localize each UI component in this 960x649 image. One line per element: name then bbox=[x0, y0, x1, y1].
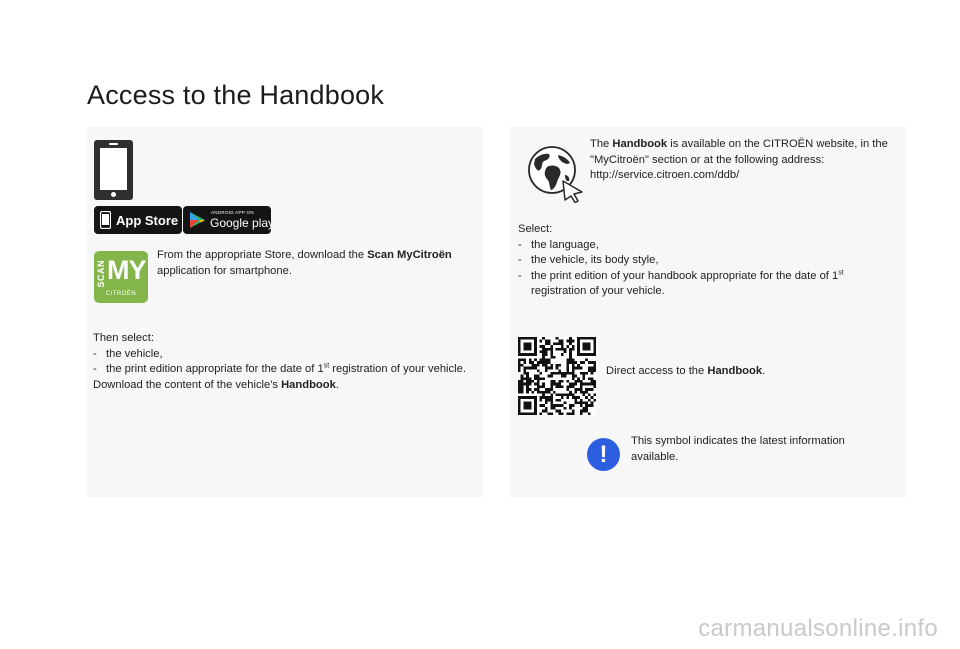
google-play-icon bbox=[189, 211, 206, 229]
handbook-url[interactable]: http://service.citroen.com/ddb/ bbox=[590, 169, 740, 181]
right-select-block bbox=[518, 222, 900, 300]
info-icon: ! bbox=[587, 438, 620, 471]
info-text: This symbol indicates the latest information available. bbox=[631, 435, 845, 463]
direct-access-text: Direct access to the Handbook. bbox=[606, 365, 766, 377]
google-play-label: Google play bbox=[210, 216, 275, 230]
qr-code-icon[interactable] bbox=[518, 337, 596, 415]
globe-cursor-icon bbox=[527, 145, 585, 203]
page-title: Access to the Handbook bbox=[87, 80, 385, 110]
download-app-text: From the appropriate Store, download the Scan MyCitroën application for smartphone. bbox=[157, 249, 452, 277]
list-item: - the vehicle, its body style, bbox=[518, 253, 900, 269]
handbook-intro-text: The Handbook is available on the CITROËN website, in the "MyCitroën" section or at the following address: http://service.citroen.com/ddb/ bbox=[590, 138, 888, 181]
list-item: - the vehicle, bbox=[93, 347, 469, 363]
app-store-label: App Store bbox=[116, 213, 179, 228]
then-select-label: Then select: bbox=[93, 332, 154, 344]
smartphone-icon bbox=[94, 140, 133, 200]
download-content-text: Download the content of the vehicle's Handbook. bbox=[93, 378, 339, 391]
scan-mycitroen-icon bbox=[94, 251, 148, 303]
app-store-badge[interactable] bbox=[94, 206, 182, 234]
my-icon-text: MY bbox=[107, 255, 146, 285]
left-select-list bbox=[93, 347, 469, 378]
apple-phone-icon bbox=[100, 211, 111, 229]
list-item: - the print edition appropriate for the date of 1st registration of your vehicle. bbox=[93, 362, 469, 378]
google-play-badge[interactable] bbox=[183, 206, 275, 234]
brand-icon-text: CITROËN bbox=[105, 291, 137, 297]
watermark: carmanualsonline.info bbox=[698, 615, 938, 642]
left-panel bbox=[87, 127, 483, 497]
list-item: - the print edition of your handbook appropriate for the date of 1st registration of your vehicle. bbox=[518, 269, 900, 300]
select-label: Select: bbox=[518, 223, 553, 235]
scan-icon-text: SCAN bbox=[96, 260, 106, 288]
right-select-list bbox=[518, 238, 900, 300]
google-play-small-label: ANDROID APP ON bbox=[211, 210, 254, 215]
left-select-block bbox=[93, 331, 469, 393]
list-item: - the language, bbox=[518, 238, 900, 254]
